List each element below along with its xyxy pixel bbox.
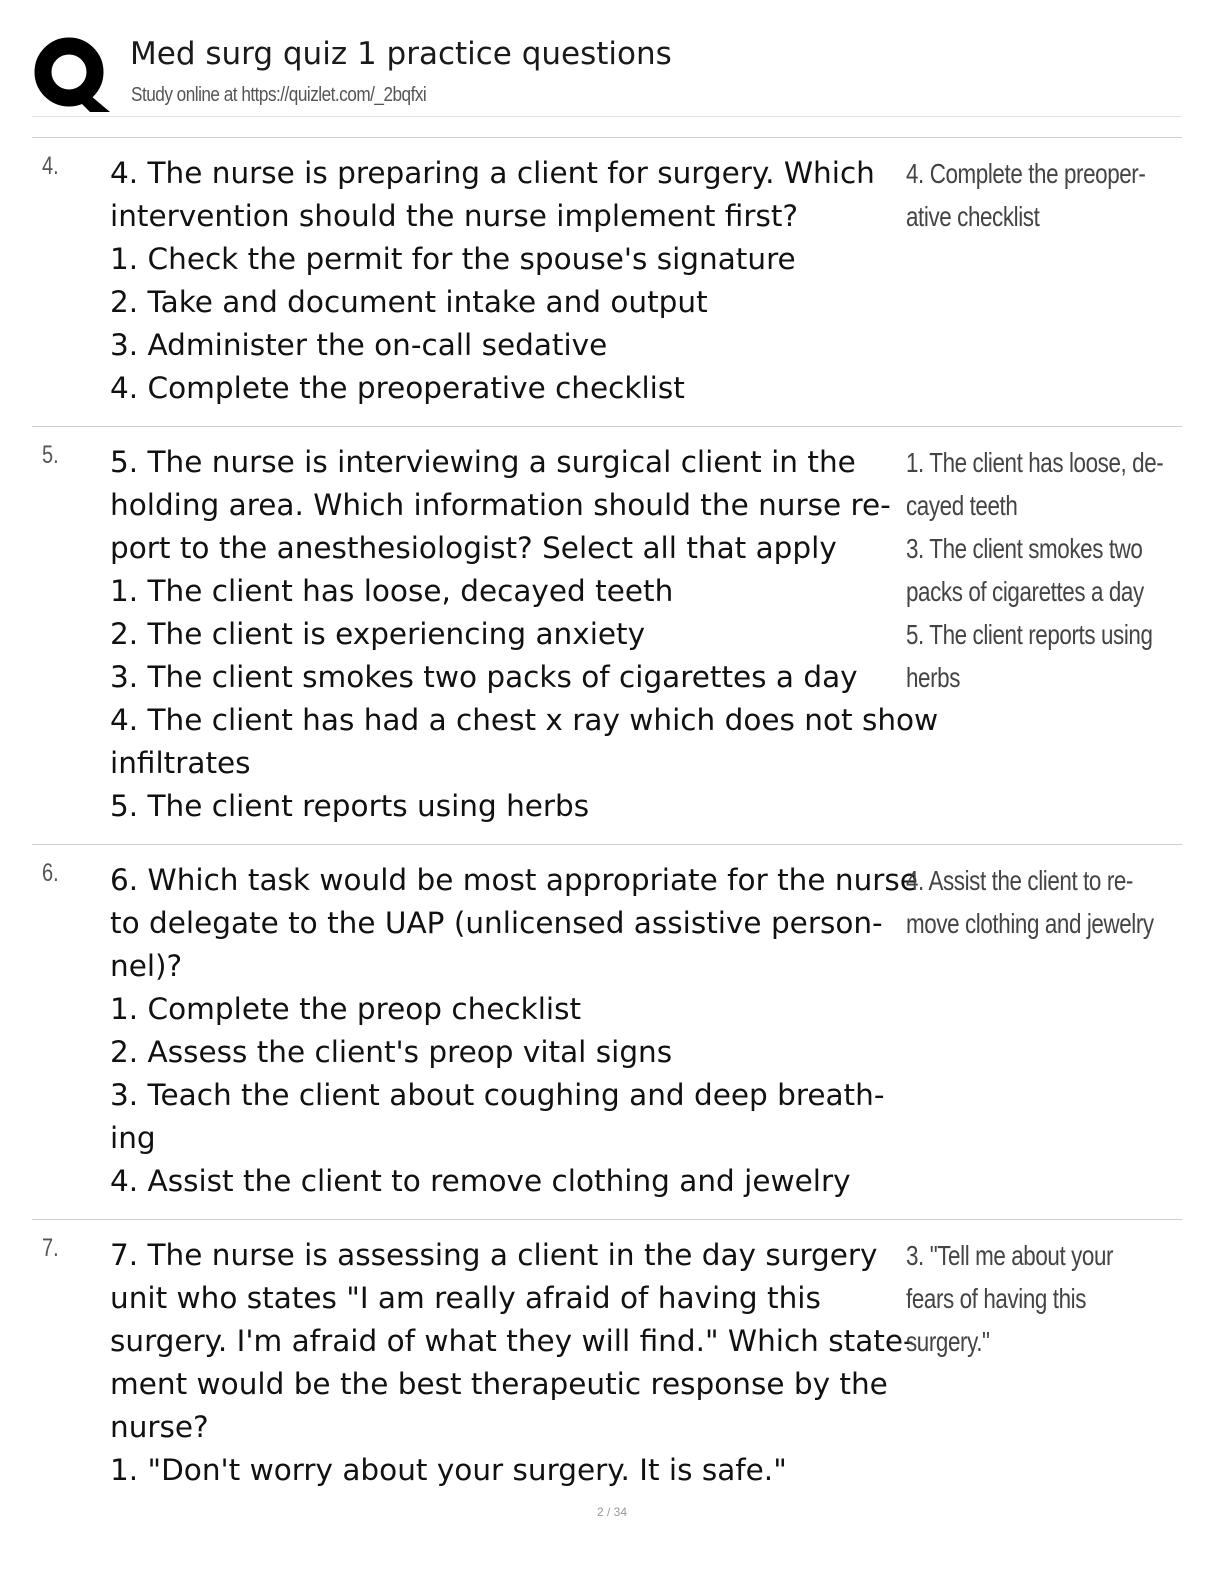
card-number: 5.	[42, 441, 59, 469]
term-line: 5. The nurse is interviewing a surgical client in the	[110, 445, 856, 479]
term-line: 1. Complete the preop checklist	[110, 992, 582, 1026]
term-line: ment would be the best therapeutic response by the	[110, 1367, 888, 1401]
card-definition	[906, 441, 1206, 699]
term-line: 1. Check the permit for the spouse's signature	[110, 242, 796, 276]
set-title: Med surg quiz 1 practice questions	[130, 36, 672, 72]
definition-line: 1. The client has loose, de-	[906, 447, 1164, 478]
card-number: 6.	[42, 859, 59, 887]
term-line: holding area. Which information should the nurse re-	[110, 488, 891, 522]
divider	[32, 426, 1182, 427]
quizlet-logo-icon	[32, 34, 112, 114]
term-line: nel)?	[110, 949, 183, 983]
term-line: 2. The client is experiencing anxiety	[110, 617, 646, 651]
card-term	[110, 152, 910, 410]
card-definition	[906, 859, 1206, 945]
term-line: 1. The client has loose, decayed teeth	[110, 574, 674, 608]
divider	[32, 844, 1182, 845]
term-line: 7. The nurse is assessing a client in the day surgery	[110, 1238, 878, 1272]
term-line: intervention should the nurse implement first?	[110, 199, 799, 233]
term-line: to delegate to the UAP (unlicensed assistive person-	[110, 906, 883, 940]
card-definition	[906, 1234, 1206, 1363]
definition-line: herbs	[906, 662, 961, 693]
term-line: 2. Assess the client's preop vital signs	[110, 1035, 673, 1069]
term-line: surgery. I'm afraid of what they will find." Which state-	[110, 1324, 914, 1358]
definition-line: packs of cigarettes a day	[906, 576, 1144, 607]
term-line: 5. The client reports using herbs	[110, 789, 590, 823]
divider	[32, 137, 1182, 138]
card-number: 7.	[42, 1234, 59, 1262]
divider	[32, 1219, 1182, 1220]
card-term	[110, 859, 918, 1203]
page-header	[30, 32, 1180, 112]
term-line: 3. The client smokes two packs of cigarettes a day	[110, 660, 858, 694]
term-line: ing	[110, 1121, 156, 1155]
term-line: 6. Which task would be most appropriate for the nurse	[110, 863, 918, 897]
header-underline	[32, 116, 1182, 117]
definition-line: 4. Assist the client to re-	[906, 865, 1133, 896]
term-line: 4. Complete the preoperative checklist	[110, 371, 685, 405]
definition-line: 3. "Tell me about your	[906, 1240, 1114, 1271]
card-definition	[906, 152, 1206, 238]
definition-line: cayed teeth	[906, 490, 1018, 521]
definition-line: fears of having this	[906, 1283, 1087, 1314]
study-online-link[interactable]: Study online at https://quizlet.com/_2bqfxi	[131, 84, 427, 106]
term-line: nurse?	[110, 1410, 209, 1444]
term-line: 2. Take and document intake and output	[110, 285, 708, 319]
term-line: 3. Administer the on-call sedative	[110, 328, 608, 362]
card-term	[110, 441, 939, 828]
definition-line: surgery."	[906, 1326, 990, 1357]
definition-line: ative checklist	[906, 201, 1040, 232]
page-number: 2 / 34	[596, 1505, 628, 1519]
card-number: 4.	[42, 152, 59, 180]
term-line: 4. The nurse is preparing a client for surgery. Which	[110, 156, 875, 190]
term-line: unit who states "I am really afraid of having this	[110, 1281, 821, 1315]
term-line: 4. The client has had a chest x ray which does not show	[110, 703, 939, 737]
card-term	[110, 1234, 914, 1492]
term-line: 3. Teach the client about coughing and deep breath-	[110, 1078, 885, 1112]
term-line: infiltrates	[110, 746, 251, 780]
term-line: port to the anesthesiologist? Select all that apply	[110, 531, 837, 565]
definition-line: 5. The client reports using	[906, 619, 1153, 650]
term-line: 1. "Don't worry about your surgery. It is safe."	[110, 1453, 787, 1487]
definition-line: 3. The client smokes two	[906, 533, 1143, 564]
term-line: 4. Assist the client to remove clothing and jewelry	[110, 1164, 851, 1198]
definition-line: move clothing and jewelry	[906, 908, 1154, 939]
definition-line: 4. Complete the preoper-	[906, 158, 1146, 189]
